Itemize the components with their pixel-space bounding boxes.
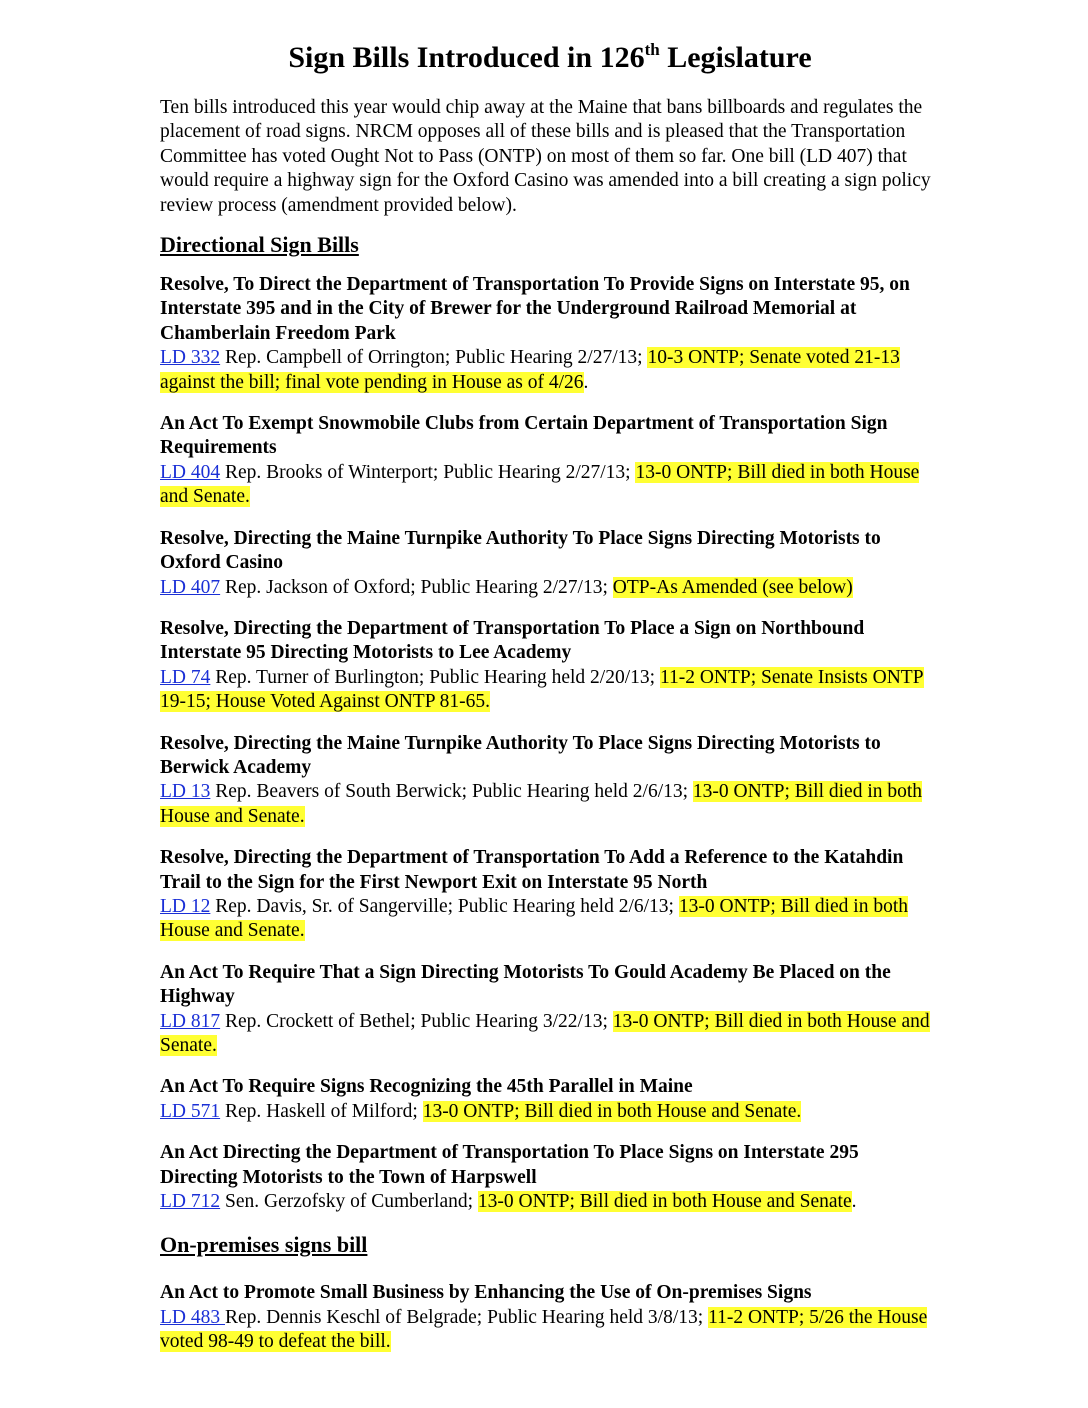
bill-title: Resolve, Directing the Maine Turnpike Authority To Place Signs Directing Motorists to Berwick Academy [160,732,881,778]
bill-ld-link[interactable]: LD 13 [160,781,211,803]
bill-status-line [160,1100,940,1124]
bill-title: An Act To Require That a Sign Directing Motorists To Gould Academy Be Placed on the Highway [160,961,891,1008]
document-page [160,38,940,1372]
bill-title: Resolve, To Direct the Department of Transportation To Provide Signs on Interstate 95, on Interstate 395 and in the City of Brewer for the Underground Railroad Memorial at Chamberlain Freedom Park [160,274,910,344]
bill-title: Resolve, Directing the Department of Transportation To Add a Reference to the Katahdin Trail to the Sign for the First Newport Exit on Interstate 95 North [160,847,904,893]
bill-ld-link[interactable]: LD 404 [160,461,221,483]
bill-title: Resolve, Directing the Maine Turnpike Authority To Place Signs Directing Motorists to Oxford Casino [160,527,881,574]
bill-status-line [160,346,940,395]
bill-entry [160,1281,940,1354]
bill-status-line [160,895,940,944]
section-heading-directional: Directional Sign Bills [160,232,359,258]
bill-ld-link[interactable]: LD 571 [160,1100,221,1122]
bill-ld-link[interactable]: LD 407 [160,576,221,598]
bill-title: An Act Directing the Department of Transportation To Place Signs on Interstate 295 Directing Motorists to the Town of Harpswell [160,1142,859,1188]
bill-status-line [160,576,940,600]
bill-vote-status: OTP-As Amended (see below) [612,576,853,598]
bill-vote-status: 13-0 ONTP; Bill died in both House and Senate [477,1191,852,1213]
bill-trailing-punctuation: . [583,371,589,393]
bill-entry [160,617,940,715]
bill-sponsor-details: Rep. Haskell of Milford; [220,1100,423,1122]
bill-ld-link[interactable]: LD 483 [160,1306,225,1328]
bill-status-line [160,1306,940,1355]
bill-sponsor-details: Rep. Brooks of Winterport; Public Hearing 2/27/13; [220,461,636,483]
page-title [160,38,940,78]
bill-entry [160,412,940,510]
bill-entry [160,1141,940,1214]
bill-title: Resolve, Directing the Department of Transportation To Place a Sign on Northbound Interstate 95 Directing Motorists to Lee Academy [160,617,865,664]
bill-vote-status: 13-0 ONTP; Bill died in both House and Senate. [160,781,923,827]
bill-vote-status: 11-2 ONTP; Senate Insists ONTP 19-15; House Voted Against ONTP 81-65. [160,666,924,713]
bill-vote-status: 13-0 ONTP; Bill died in both House and Senate. [160,461,920,508]
bill-sponsor-details: Rep. Campbell of Orrington; Public Hearing 2/27/13; [220,347,648,369]
bill-sponsor-details: Rep. Beavers of South Berwick; Public Hearing held 2/6/13; [210,781,693,803]
bill-sponsor-details: Rep. Jackson of Oxford; Public Hearing 2/27/13; [220,576,613,598]
directional-bill-list [160,273,940,1214]
bill-entry [160,273,940,395]
bill-status-line [160,1190,940,1214]
bill-sponsor-details: Rep. Dennis Keschl of Belgrade; Public Hearing held 3/8/13; [225,1306,709,1328]
bill-ld-link[interactable]: LD 332 [160,347,221,369]
title-tail: Legislature [659,41,812,74]
title-main: Sign Bills Introduced in 126 [288,41,645,74]
bill-title: An Act to Promote Small Business by Enhancing the Use of On-premises Signs [160,1282,812,1304]
bill-status-line [160,461,940,510]
bill-entry [160,846,940,944]
bill-sponsor-details: Sen. Gerzofsky of Cumberland; [220,1191,478,1213]
bill-status-line [160,780,940,829]
bill-sponsor-details: Rep. Turner of Burlington; Public Hearing held 2/20/13; [210,666,660,688]
bill-entry [160,961,940,1059]
bill-status-line [160,1010,940,1059]
bill-vote-status: 10-3 ONTP; Senate voted 21-13 against the bill; final vote pending in House as of 4/26 [160,347,900,393]
bill-vote-status: 13-0 ONTP; Bill died in both House and Senate. [422,1100,802,1122]
onpremises-bill-list [160,1281,940,1354]
bill-title: An Act To Exempt Snowmobile Clubs from Certain Department of Transportation Sign Requirements [160,413,888,459]
bill-status-line [160,666,940,715]
bill-ld-link[interactable]: LD 12 [160,895,211,917]
bill-entry [160,527,940,600]
bill-vote-status: 11-2 ONTP; 5/26 the House voted 98-49 to defeat the bill. [160,1306,928,1353]
title-superscript: th [644,40,660,59]
bill-sponsor-details: Rep. Crockett of Bethel; Public Hearing 3/22/13; [220,1010,613,1032]
bill-entry [160,732,940,830]
bill-title: An Act To Require Signs Recognizing the 45th Parallel in Maine [160,1076,693,1098]
bill-entry [160,1075,940,1124]
bill-sponsor-details: Rep. Davis, Sr. of Sangerville; Public Hearing held 2/6/13; [210,895,679,917]
bill-ld-link[interactable]: LD 712 [160,1191,221,1213]
bill-trailing-punctuation: . [851,1191,857,1213]
bill-ld-link[interactable]: LD 74 [160,666,211,688]
bill-vote-status: 13-0 ONTP; Bill died in both House and Senate. [160,895,908,942]
intro-paragraph: Ten bills introduced this year would chip away at the Maine that bans billboards and regulates the placement of road signs. NRCM opposes all of these bills and is pleased that the Transportation Committee has voted Ought Not to Pass (ONTP) on most of them so far. One bill (LD 407) that would require a highway sign for the Oxford Casino was amended into a bill creating a sign policy review process (amendment provided below). [160,97,931,216]
bill-ld-link[interactable]: LD 817 [160,1010,221,1032]
bill-vote-status: 13-0 ONTP; Bill died in both House and Senate. [160,1010,930,1056]
section-heading-onpremises: On-premises signs bill [160,1232,368,1258]
